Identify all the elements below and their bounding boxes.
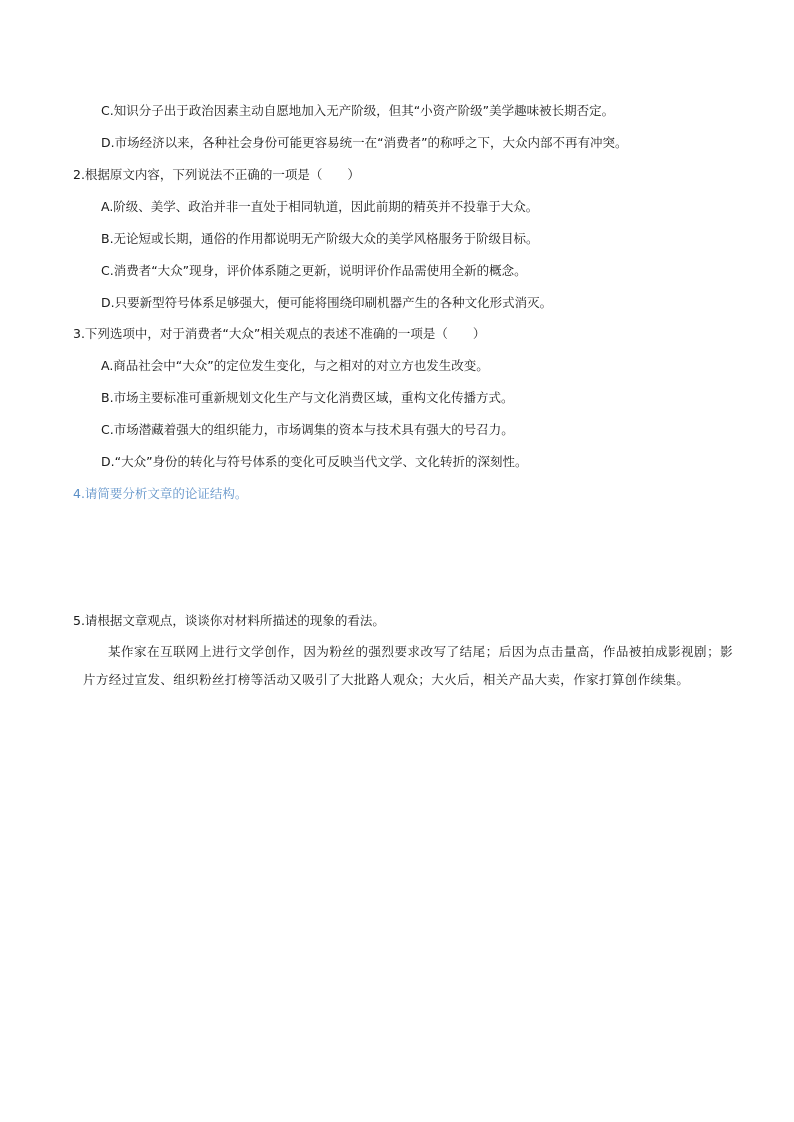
option-c-q3: C.市场潜藏着强大的组织能力，市场调集的资本与技术具有强大的号召力。 bbox=[101, 422, 514, 437]
option-d-q2: D.只要新型符号体系足够强大，便可能将围绕印刷机器产生的各种文化形式消灭。 bbox=[101, 295, 553, 310]
question-4: 4.请简要分析文章的论证结构。 bbox=[73, 486, 248, 501]
option-d-q1: D.市场经济以来，各种社会身份可能更容易统一在“消费者”的称呼之下，大众内部不再有冲突。 bbox=[101, 135, 628, 150]
option-a-q3: A.商品社会中“大众”的定位发生变化，与之相对的对立方也发生改变。 bbox=[101, 358, 489, 373]
option-b-q2: B.无论短或长期，通俗的作用都说明无产阶级大众的美学风格服务于阶级目标。 bbox=[101, 231, 539, 246]
option-c-q1: C.知识分子出于政治因素主动自愿地加入无产阶级，但其“小资产阶级”美学趣味被长期否定。 bbox=[101, 103, 615, 118]
option-d-q3: D.“大众”身份的转化与符号体系的变化可反映当代文学、文化转折的深刻性。 bbox=[101, 454, 528, 469]
question-5: 5.请根据文章观点，谈谈你对材料所描述的现象的看法。 bbox=[73, 613, 385, 628]
question-3: 3.下列选项中，对于消费者“大众”相关观点的表述不准确的一项是（ ） bbox=[73, 326, 486, 341]
material-paragraph bbox=[83, 638, 733, 694]
option-b-q3: B.市场主要标准可重新规划文化生产与文化消费区域，重构文化传播方式。 bbox=[101, 390, 514, 405]
material-text: 某作家在互联网上进行文学创作，因为粉丝的强烈要求改写了结尾；后因为点击量高，作品被拍成影视剧；影片方经过宣发、组织粉丝打榜等活动又吸引了大批路人观众；大火后，相关产品大卖，作家打算创作续集。 bbox=[83, 644, 733, 687]
option-a-q2: A.阶级、美学、政治并非一直处于相同轨道，因此前期的精英并不投靠于大众。 bbox=[101, 199, 539, 214]
question-2: 2.根据原文内容，下列说法不正确的一项是（ ） bbox=[73, 167, 360, 182]
option-c-q2: C.消费者“大众”现身，评价体系随之更新，说明评价作品需使用全新的概念。 bbox=[101, 263, 527, 278]
